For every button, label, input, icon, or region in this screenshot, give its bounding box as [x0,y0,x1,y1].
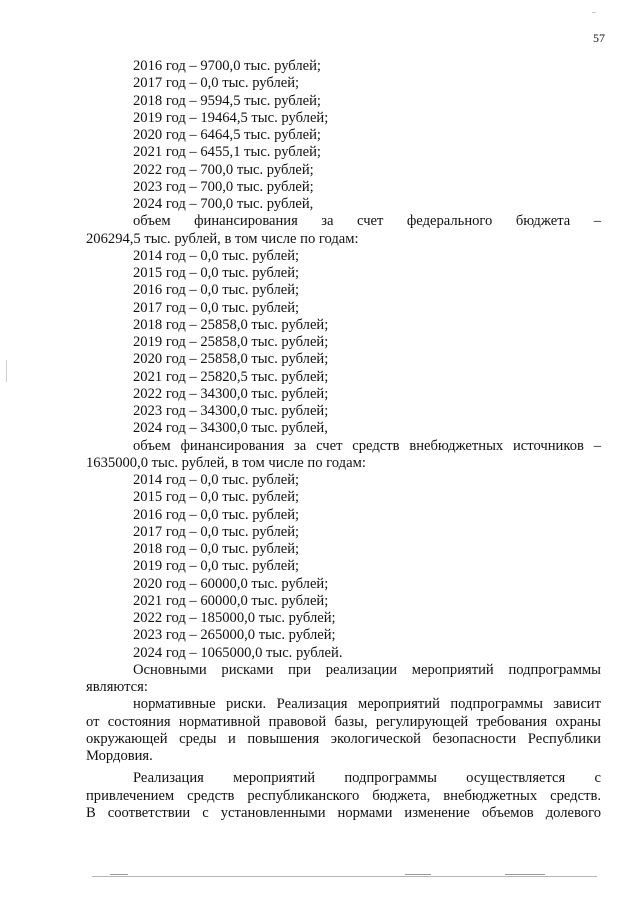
funding-year-item: 2021 год – 6455,1 тыс. рублей; [133,144,321,161]
funding-year-item: 2016 год – 0,0 тыс. рублей; [133,282,300,299]
funding-year-item: 2015 год – 0,0 тыс. рублей; [133,489,300,506]
implementation-paragraph-line3: В соответствии с установленными нормами изменение объемов долевого [86,804,601,821]
risks-paragraph-line1: Основными рисками при реализации мероприятий подпрограммы [133,661,601,678]
funding-year-item: 2021 год – 60000,0 тыс. рублей; [133,592,329,609]
federal-funding-paragraph-line2: 206294,5 тыс. рублей, в том числе по годам: [86,230,359,247]
funding-year-item: 2019 год – 19464,5 тыс. рублей; [133,109,329,126]
funding-year-item: 2019 год – 0,0 тыс. рублей; [133,558,300,575]
extrabudget-paragraph-line2: 1635000,0 тыс. рублей, в том числе по годам: [86,454,366,471]
funding-year-item: 2016 год – 9700,0 тыс. рублей; [133,58,321,74]
funding-year-item: 2017 год – 0,0 тыс. рублей; [133,299,300,316]
funding-year-item: 2017 год – 0,0 тыс. рублей; [133,75,300,92]
risks-paragraph-line2: являются: [86,679,148,695]
funding-year-item: 2024 год – 34300,0 тыс. рублей, [133,420,328,437]
footer-rule [92,876,597,877]
funding-year-item: 2018 год – 0,0 тыс. рублей; [133,541,300,557]
funding-list-federal [86,248,601,438]
normative-risks-line3: окружающей среды и повышения экологической безопасности Республики [86,730,601,747]
funding-year-item: 2023 год – 34300,0 тыс. рублей; [133,403,329,419]
funding-year-item: 2014 год – 0,0 тыс. рублей; [133,472,300,488]
document-body [86,58,601,822]
implementation-paragraph-line1: Реализация мероприятий подпрограммы осуществляется с [133,770,601,787]
scan-artifact [110,874,128,875]
funding-year-item: 2024 год – 700,0 тыс. рублей, [133,196,314,212]
normative-risks-line4: Мордовия. [86,748,153,764]
funding-year-item: 2018 год – 9594,5 тыс. рублей; [133,92,321,109]
federal-funding-paragraph-line1: объем финансирования за счет федерального бюджета – [133,213,601,230]
funding-year-item: 2015 год – 0,0 тыс. рублей; [133,265,300,281]
extrabudget-paragraph-line1: объем финансирования за счет средств внебюджетных источников – [133,437,601,454]
scan-artifact [405,874,431,875]
scan-artifact [505,874,545,875]
funding-year-item: 2020 год – 6464,5 тыс. рублей; [133,127,321,143]
funding-year-item: 2024 год – 1065000,0 тыс. рублей. [133,644,343,661]
funding-year-item: 2021 год – 25820,5 тыс. рублей; [133,368,329,385]
normative-risks-line2: от состояния нормативной правовой базы, регулирующей требования охраны [86,713,601,730]
funding-year-item: 2018 год – 25858,0 тыс. рублей; [133,316,329,333]
funding-year-item: 2017 год – 0,0 тыс. рублей; [133,523,300,540]
funding-year-item: 2022 год – 700,0 тыс. рублей; [133,161,314,178]
funding-year-item: 2020 год – 25858,0 тыс. рублей; [133,351,329,368]
funding-year-item: 2022 год – 34300,0 тыс. рублей; [133,385,329,402]
page-number: 57 [593,31,605,45]
funding-year-item: 2023 год – 265000,0 тыс. рублей; [133,627,336,644]
scan-artifact [592,12,596,13]
funding-year-item: 2020 год – 60000,0 тыс. рублей; [133,575,329,592]
funding-year-item: 2019 год – 25858,0 тыс. рублей; [133,334,329,350]
funding-list-republican [86,58,601,213]
scan-artifact [6,360,7,382]
funding-year-item: 2022 год – 185000,0 тыс. рублей; [133,610,336,626]
normative-risks-line1: нормативные риски. Реализация мероприятий подпрограммы зависит [133,696,601,713]
funding-list-extrabudget [86,472,601,662]
funding-year-item: 2023 год – 700,0 тыс. рублей; [133,178,314,195]
funding-year-item: 2016 год – 0,0 тыс. рублей; [133,506,300,523]
implementation-paragraph-line2: привлечением средств республиканского бюджета, внебюджетных средств. [86,787,601,804]
funding-year-item: 2014 год – 0,0 тыс. рублей; [133,247,300,264]
